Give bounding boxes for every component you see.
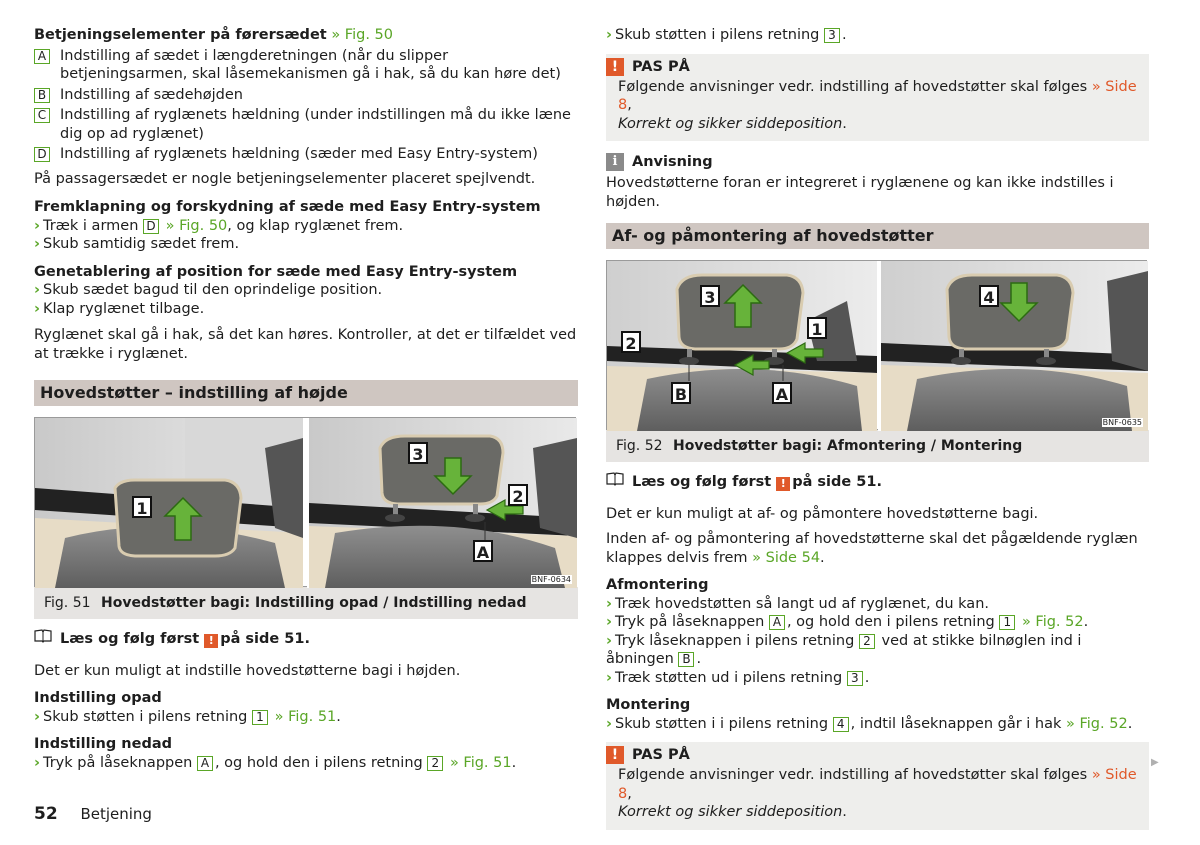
step-text: . bbox=[1083, 614, 1089, 630]
mount-step bbox=[606, 715, 1149, 734]
chapter-name: Betjening bbox=[80, 805, 152, 823]
chevron-right-icon: › bbox=[606, 595, 612, 612]
headrest-illustration bbox=[35, 418, 577, 588]
removal-step-4 bbox=[606, 669, 1149, 688]
caption-number: Fig. 52 bbox=[616, 438, 663, 454]
page-footer bbox=[34, 804, 152, 824]
figure-52 bbox=[606, 260, 1149, 462]
step-text: Skub støtten i pilens retning bbox=[614, 27, 820, 43]
restore-note: Ryglænet skal gå i hak, så det kan høres. Kontroller, at det er tilfældet ved at trække i ryglænet. bbox=[34, 327, 577, 362]
legend-text: Indstilling af sædehøjden bbox=[60, 86, 243, 103]
step-text: Skub sædet bagud til den oprindelige position. bbox=[42, 282, 383, 298]
step-text: Skub støtten i pilens retning bbox=[42, 708, 248, 725]
step-text: , og hold den i pilens retning bbox=[214, 754, 423, 771]
step-text: Træk støtten ud i pilens retning bbox=[614, 669, 843, 686]
step-text: Tryk på låseknappen bbox=[614, 614, 765, 630]
read-first-text: på side 51. bbox=[792, 473, 882, 490]
warning-icon: ! bbox=[776, 477, 790, 491]
legend-text: Indstilling af ryglænets hældning (sæder med Easy Entry-system) bbox=[60, 146, 538, 162]
step-text: . bbox=[511, 754, 517, 771]
warning-text: , bbox=[627, 785, 632, 802]
step-text: , og klap ryglænet frem. bbox=[227, 217, 404, 234]
read-first-text: Læs og følg først bbox=[60, 630, 200, 647]
legend-key: C bbox=[34, 108, 50, 123]
figure-label-1: 1 bbox=[132, 496, 152, 518]
figure-52-caption bbox=[606, 430, 1149, 462]
chevron-right-icon: › bbox=[34, 708, 40, 725]
figure-label-3: 3 bbox=[408, 442, 428, 464]
top-step bbox=[606, 26, 1149, 45]
warning-text: , bbox=[627, 97, 632, 113]
legend-item-c bbox=[34, 106, 578, 143]
headrest-removal-illustration bbox=[607, 261, 1148, 431]
step-text: , og hold den i pilens retning bbox=[786, 614, 995, 630]
figure-label-a: A bbox=[473, 540, 493, 562]
seat-controls-heading: Betjeningselementer på førersædet bbox=[34, 27, 327, 43]
warning-title: PAS PÅ bbox=[632, 58, 690, 75]
easy-entry-heading: Fremklapning og forskydning af sæde med Easy Entry-system bbox=[34, 199, 541, 215]
side54-link[interactable]: » Side 54 bbox=[752, 549, 821, 566]
warning-text: Følgende anvisninger vedr. indstilling af hovedstøtter skal følges bbox=[618, 78, 1088, 95]
book-icon bbox=[606, 472, 624, 492]
chevron-right-icon: › bbox=[606, 614, 612, 630]
figure-51-image bbox=[34, 417, 576, 587]
mount-heading: Montering bbox=[606, 697, 691, 713]
legend-key: 1 bbox=[999, 615, 1015, 630]
figure-label-3: 3 bbox=[700, 285, 720, 307]
legend-key: 1 bbox=[252, 710, 268, 725]
read-first-text: Læs og følg først bbox=[632, 473, 772, 490]
down-step bbox=[34, 754, 578, 773]
chevron-right-icon: › bbox=[34, 754, 40, 771]
warning-text: . bbox=[842, 115, 847, 132]
figure-label-2: 2 bbox=[508, 484, 528, 506]
figure-label-b: B bbox=[671, 382, 691, 404]
figure-label-2: 2 bbox=[621, 331, 641, 353]
body-text: Inden af- og påmontering af hovedstøtterne skal det pågældende ryglæn klappes delvis frem bbox=[606, 531, 1138, 566]
restore-heading: Genetablering af position for sæde med Easy Entry-system bbox=[34, 263, 518, 280]
removal-step-2 bbox=[606, 613, 1149, 632]
next-page-arrow-icon: ▶ bbox=[1151, 757, 1159, 768]
section-title-mounting: Af- og påmontering af hovedstøtter bbox=[606, 223, 1149, 249]
figure-51-caption bbox=[34, 587, 578, 619]
note-box bbox=[606, 153, 1149, 211]
figure-label-1: 1 bbox=[807, 317, 827, 339]
figure-label-4: 4 bbox=[979, 285, 999, 307]
legend-item-d bbox=[34, 145, 578, 164]
legend-key: B bbox=[678, 652, 694, 667]
fig50-link[interactable]: » Fig. 50 bbox=[165, 217, 228, 234]
step-text: Træk hovedstøtten så langt ud af ryglænet, du kan. bbox=[614, 595, 989, 612]
step-text: , indtil låseknappen går i hak bbox=[850, 715, 1062, 732]
down-heading: Indstilling nedad bbox=[34, 736, 172, 752]
right-column bbox=[606, 26, 1149, 830]
chevron-right-icon: › bbox=[34, 300, 40, 317]
step-text: Klap ryglænet tilbage. bbox=[42, 300, 205, 317]
legend-key: 4 bbox=[833, 717, 849, 732]
before-text bbox=[606, 530, 1149, 567]
warning-title: PAS PÅ bbox=[632, 747, 690, 763]
step-text: . bbox=[696, 651, 702, 667]
up-step bbox=[34, 708, 578, 727]
only-rear-text: Det er kun muligt at af- og påmontere hovedstøtterne bagi. bbox=[606, 505, 1039, 522]
legend-key: D bbox=[143, 219, 159, 234]
note-header bbox=[606, 153, 1149, 171]
note-text: Hovedstøtterne foran er integreret i ryglænene og kan ikke indstilles i højden. bbox=[606, 175, 1114, 210]
legend-key: 2 bbox=[859, 634, 875, 649]
warning-body bbox=[606, 766, 1149, 830]
fig52-link[interactable]: » Fig. 52 bbox=[1021, 614, 1084, 630]
chevron-right-icon: › bbox=[606, 632, 612, 649]
warning-text: . bbox=[842, 804, 847, 820]
warning-text: Følgende anvisninger vedr. indstilling af hovedstøtter skal følges bbox=[618, 767, 1088, 783]
fig52-link[interactable]: » Fig. 52 bbox=[1066, 715, 1128, 732]
caption-number: Fig. 51 bbox=[44, 595, 91, 611]
warning-body bbox=[606, 78, 1149, 142]
legend-key: A bbox=[769, 615, 785, 630]
legend-key: 2 bbox=[427, 756, 443, 771]
legend-key: B bbox=[34, 88, 50, 103]
warning-box-2 bbox=[606, 742, 1149, 830]
fig50-link[interactable]: » Fig. 50 bbox=[331, 27, 393, 43]
page-number: 52 bbox=[34, 804, 58, 824]
side8-link[interactable]: » Side 8 bbox=[618, 78, 1137, 113]
step-text: . bbox=[336, 708, 341, 725]
legend-key: A bbox=[34, 49, 50, 64]
restore-step-1 bbox=[34, 281, 578, 300]
legend-item-a bbox=[34, 47, 578, 84]
chevron-right-icon: › bbox=[606, 715, 612, 732]
fig51-link[interactable]: » Fig. 51 bbox=[274, 708, 337, 725]
figure-code: BNF-0635 bbox=[1102, 418, 1142, 427]
seat-controls-heading-line bbox=[34, 26, 578, 45]
legend-key: 3 bbox=[847, 671, 863, 686]
read-first-text: på side 51. bbox=[220, 630, 310, 647]
warning-box-1 bbox=[606, 54, 1149, 142]
removal-step-3 bbox=[606, 632, 1149, 669]
legend-list bbox=[34, 47, 578, 164]
figure-code: BNF-0634 bbox=[531, 575, 571, 584]
read-first-line bbox=[606, 472, 1149, 492]
removal-step-1 bbox=[606, 595, 1149, 614]
chevron-right-icon: › bbox=[606, 669, 612, 686]
restore-step-2 bbox=[34, 300, 578, 319]
warning-italic: Korrekt og sikker siddeposition bbox=[618, 115, 843, 132]
step-text: Tryk på låseknappen bbox=[42, 754, 193, 771]
figure-label-a: A bbox=[772, 382, 792, 404]
legend-key: 3 bbox=[824, 28, 840, 43]
fig51-link[interactable]: » Fig. 51 bbox=[449, 754, 512, 771]
book-icon bbox=[34, 629, 52, 649]
up-heading: Indstilling opad bbox=[34, 690, 162, 706]
legend-item-b bbox=[34, 86, 578, 105]
legend-key: D bbox=[34, 147, 50, 162]
chevron-right-icon: › bbox=[34, 236, 40, 252]
chevron-right-icon: › bbox=[34, 217, 40, 234]
step-text: Tryk låseknappen i pilens retning bbox=[614, 632, 855, 649]
warning-icon: ! bbox=[606, 58, 624, 76]
legend-text: Indstilling af ryglænets hældning (under indstillingen må du ikke læne dig op ad ryglænet) bbox=[60, 107, 571, 142]
caption-text: Hovedstøtter bagi: Afmontering / Montering bbox=[672, 438, 1023, 454]
figure-51 bbox=[34, 417, 578, 619]
only-height-text: Det er kun muligt at indstille hovedstøtterne bagi i højden. bbox=[34, 662, 461, 679]
warning-header bbox=[606, 54, 1149, 78]
read-first-line bbox=[34, 629, 578, 649]
warning-icon: ! bbox=[204, 634, 218, 648]
step-text: ved at stikke bilnøglen ind i åbningen bbox=[606, 632, 1082, 667]
left-column bbox=[34, 26, 578, 772]
side8-link[interactable]: » Side 8 bbox=[618, 767, 1137, 802]
passenger-note: På passagersædet er nogle betjeningselementer placeret spejlvendt. bbox=[34, 170, 536, 187]
legend-text: Indstilling af sædet i længderetningen (når du slipper betjeningsarmen, skal låsemekanismen gå i hak, så du kan høre det) bbox=[60, 47, 561, 82]
step-text: Skub støtten i i pilens retning bbox=[614, 715, 829, 732]
figure-52-image bbox=[606, 260, 1147, 430]
removal-heading: Afmontering bbox=[606, 577, 709, 593]
easy-entry-step-2 bbox=[34, 235, 578, 254]
section-title-height: Hovedstøtter – indstilling af højde bbox=[34, 380, 578, 406]
warning-icon: ! bbox=[606, 746, 624, 764]
warning-italic: Korrekt og sikker siddeposition bbox=[618, 804, 843, 820]
step-text: . bbox=[1127, 715, 1133, 732]
easy-entry-step-1 bbox=[34, 217, 578, 236]
warning-header bbox=[606, 742, 1149, 766]
body-text: . bbox=[820, 549, 825, 566]
note-title: Anvisning bbox=[632, 154, 713, 170]
step-text: Træk i armen bbox=[42, 217, 139, 234]
info-icon: i bbox=[606, 153, 624, 171]
step-text: . bbox=[864, 669, 870, 686]
chevron-right-icon: › bbox=[34, 282, 40, 298]
legend-key: A bbox=[197, 756, 213, 771]
step-text: . bbox=[842, 27, 847, 43]
step-text: Skub samtidig sædet frem. bbox=[42, 236, 240, 252]
caption-text: Hovedstøtter bagi: Indstilling opad / Indstilling nedad bbox=[100, 595, 527, 611]
chevron-right-icon: › bbox=[606, 27, 612, 43]
